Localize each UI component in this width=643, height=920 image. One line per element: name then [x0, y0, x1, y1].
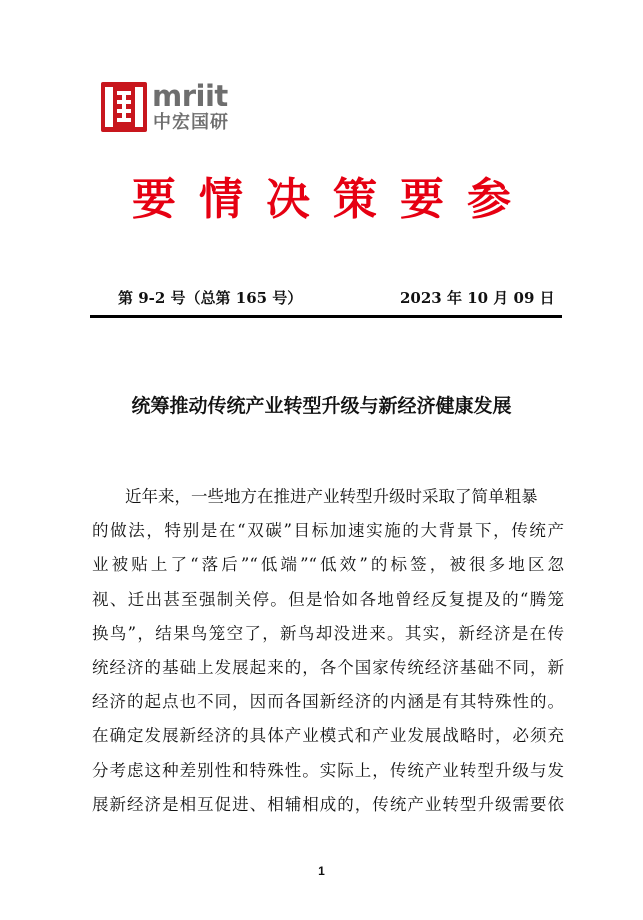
logo-wordmark-en: mriit [152, 79, 228, 113]
article-headline: 统筹推动传统产业转型升级与新经济健康发展 [131, 395, 512, 417]
header-divider [90, 315, 562, 318]
body-line: 分考虑这种差别性和特殊性。实际上，传统产业转型升级与发 [92, 760, 564, 780]
body-line: 统经济的基础上发展起来的，各个国家传统经济基础不同，新 [92, 657, 564, 677]
body-line: 的做法，特别是在“双碳”目标加速实施的大背景下，传统产 [92, 521, 564, 541]
issue-date: 2023 年 10 月 09 日 [400, 289, 555, 307]
mriit-logo-mark-icon [101, 82, 147, 132]
masthead-title: 要情决策要参 [132, 174, 534, 225]
body-line: 展新经济是相互促进、相辅相成的，传统产业转型升级需要依 [92, 794, 564, 814]
body-line: 业被贴上了“落后”“低端”“低效”的标签，被很多地区忽 [92, 555, 564, 575]
body-line: 换鸟”，结果鸟笼空了，新鸟却没进来。其实，新经济是在传 [92, 623, 564, 643]
body-line: 视、迁出甚至强制关停。但是恰如各地曾经反复提及的“腾笼 [92, 589, 564, 609]
article-body [92, 480, 564, 822]
logo-wordmark-cn: 中宏国研 [153, 112, 229, 133]
mriit-logo [101, 78, 231, 136]
body-line: 在确定发展新经济的具体产业模式和产业发展战略时，必须充 [92, 726, 564, 746]
body-line: 近年来，一些地方在推进产业转型升级时采取了简单粗暴 [125, 487, 538, 506]
body-line: 经济的起点也不同，因而各国新经济的内涵是有其特殊性的。 [92, 692, 564, 712]
issue-number: 第 9-2 号（总第 165 号） [118, 289, 303, 307]
page-number: 1 [318, 864, 325, 878]
